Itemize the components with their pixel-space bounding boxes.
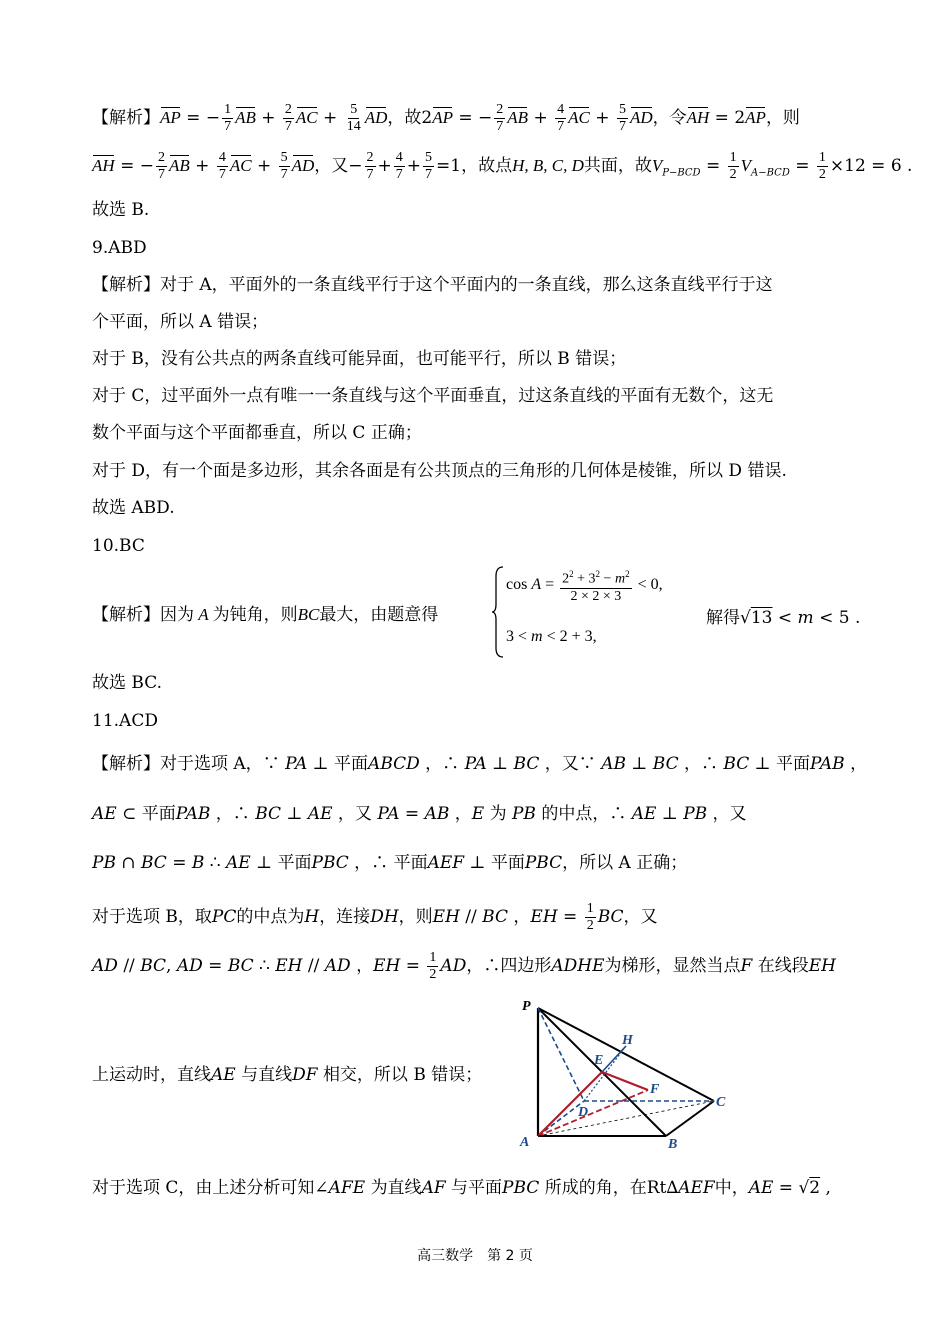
q8-l2-c: 共面，故 [583,156,652,176]
q8-l2-a: ，又 [314,156,349,176]
q11-line6: 上运动时，直线AE 与直线DF 相交，所以 B 错误； [92,1065,483,1085]
brace-icon [491,566,505,658]
q10-case2: 3 < m < 2 + 3, [506,628,597,645]
q8-line1: 【解析】AP = − $\frac{1}{7}$ AB + $\frac{2}{7}$ AC + $\frac{5}{14}$ AD，故2AP = − $\frac{2}{7}$ AB + $\frac{4}{7}$ AC + $\frac{5}{7}$ AD，令AH = 2AP，则 [92,102,800,134]
q11-answer: 11.ACD [92,711,158,731]
q10-case1: cos A = $\frac{2^2 + 3^2 - m^2}{2 \times 2 \times 3}$ < 0, [506,566,663,605]
pyramid-figure [516,998,736,1154]
q9-line4: 对于 C，过平面外一点有唯一一条直线与这个平面垂直，过这条直线的平面有无数个，这无 [92,386,774,406]
q11-line1: 【解析】对于选项 A，∵ PA ⊥ 平面ABCD ，∴ PA ⊥ BC ，又∵ AB ⊥ BC ，∴ BC ⊥ 平面PAB ， [92,754,868,774]
q8-text-b: ，令 [652,108,687,128]
q8-l2-b: ，故点 [461,156,513,176]
q11-line2: AE ⊂ 平面PAB ，∴ BC ⊥ AE ，又 PA = AB ，E 为 PB 的中点，∴ AE ⊥ PB ，又 [92,804,747,824]
page-footer: 高三数学 第 2 页 [417,1248,533,1264]
q8-points: H, B, C, D [512,156,584,175]
q9-line2: 个平面，所以 A 错误； [92,312,269,332]
label-p: P [522,999,531,1014]
q8-text-c: ，则 [765,108,800,128]
label-b: B [668,1137,678,1152]
q11-line5: AD // BC, AD = BC ∴ EH // AD ，EH = $\frac{1}{2}$ AD，∴四边形ADHE为梯形，显然当点F 在线段EH [92,950,836,982]
q10-line1: 【解析】因为 A 为钝角，则BC最大，由题意得 [92,605,439,625]
q9-answer: 9.ABD [92,238,147,258]
label-c: C [716,1095,726,1110]
q9-line3: 对于 B，没有公共点的两条直线可能异面，也可能平行，所以 B 错误； [92,349,627,369]
q9-line6: 对于 D，有一个面是多边形，其余各面是有公共顶点的三角形的几何体是棱锥，所以 D 错误. [92,461,787,481]
q8-label: 【解析】 [92,108,160,128]
q11-line7: 对于选项 C，由上述分析可知∠AFE 为直线AF 与平面PBC 所成的角，在Rt∆AEF中，AE = √2 , [92,1178,831,1198]
label-h: H [622,1033,633,1048]
q11-line3: PB ∩ BC = B ∴ AE ⊥ 平面PBC ，∴ 平面AEF ⊥ 平面PBC，所以 A 正确； [92,853,688,873]
q9-line7: 故选 ABD. [92,498,175,518]
q8-line2: AH = − $\frac{2}{7}$ AB + $\frac{4}{7}$ AC + $\frac{5}{7}$ AD，又− $\frac{2}{7}$ + $\frac{4}{7}$ + $\frac{5}{7}$ =1，故点H, B, C, D共面，故$V_{P-BCD}$ = $\frac{1}{2}$ $V_{A-BCD}$ = $\frac{1}{2}$ ×12 = 6 . [92,150,913,182]
label-e: E [594,1053,604,1068]
q8-line3: 故选 B. [92,200,150,220]
q9-line1: 【解析】对于 A，平面外的一条直线平行于这个平面内的一条直线，那么这条直线平行于这 [92,275,773,295]
label-a: A [520,1135,530,1150]
label-f: F [650,1082,660,1097]
q10-answer: 10.BC [92,536,145,556]
q11-line4: 对于选项 B，取PC的中点为H，连接DH，则EH // BC ，EH = $\frac{1}{2}$ BC，又 [92,901,658,933]
label-d: D [578,1105,589,1120]
q9-line5: 数个平面与这个平面都垂直，所以 C 正确； [92,423,422,443]
q8-text-a: ，故 [387,108,422,128]
q10-result: 解得√13 < m < 5 . [706,608,861,628]
q10-line2: 故选 BC. [92,673,163,693]
